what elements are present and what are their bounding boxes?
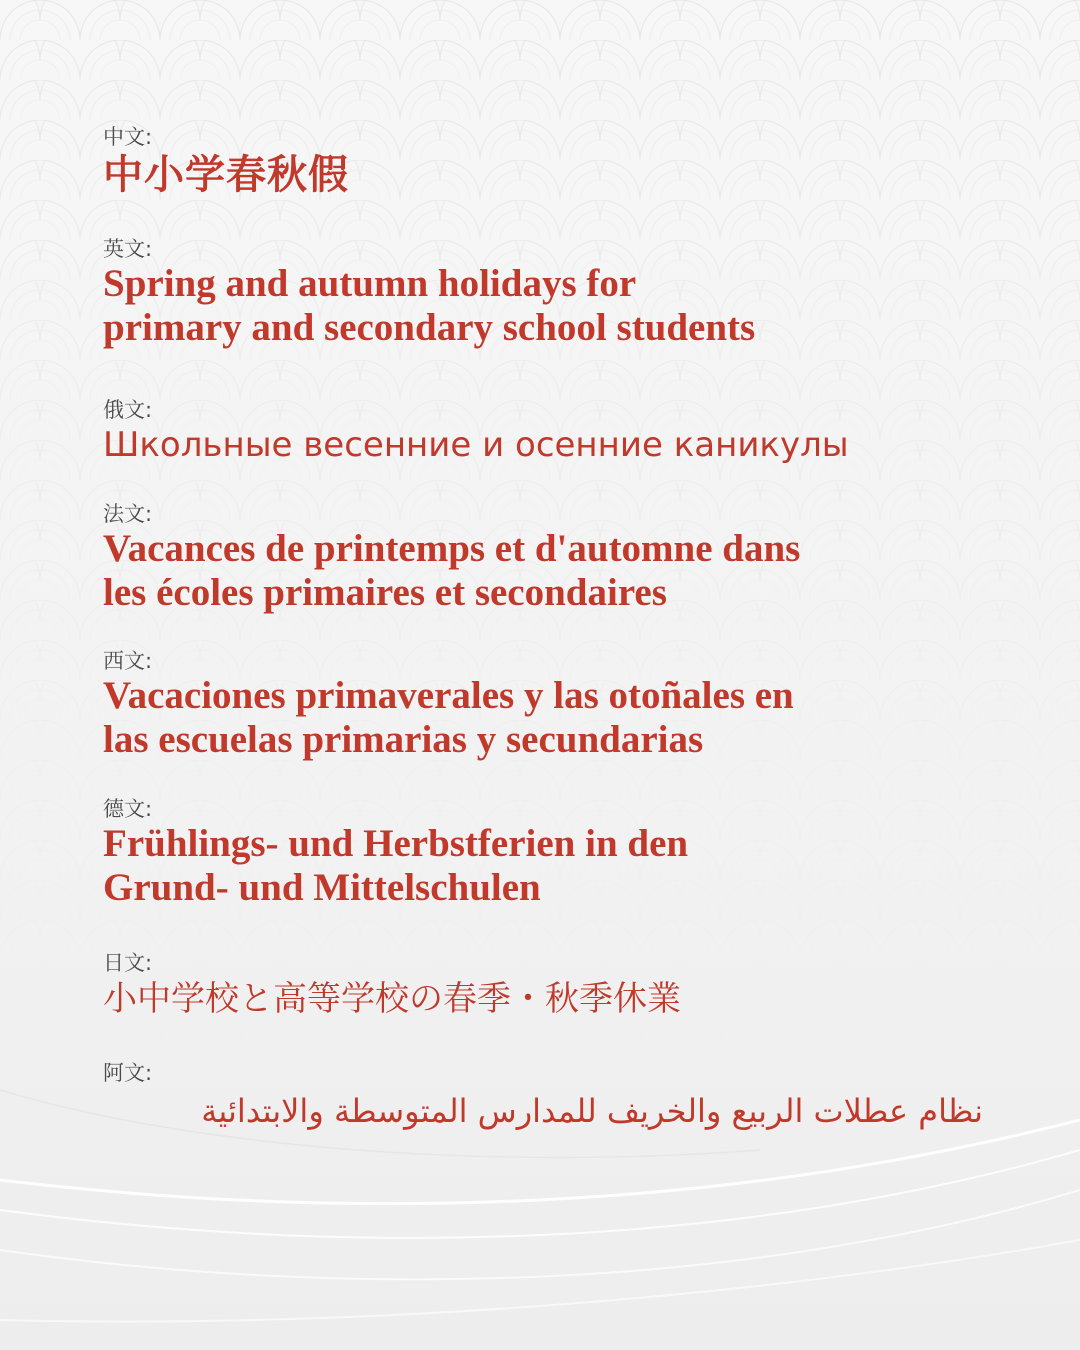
label-chinese: 中文: <box>103 125 153 149</box>
text-french: Vacances de printemps et d'automne dans les écoles primaires et secondaires <box>103 527 801 614</box>
label-japanese: 日文: <box>103 951 153 975</box>
label-english: 英文: <box>103 237 153 261</box>
text-japanese: 小中学校と高等学校の春季・秋季休業 <box>103 979 681 1019</box>
entry-chinese <box>103 124 1003 200</box>
entry-japanese <box>103 950 1003 1022</box>
label-french: 法文: <box>103 502 153 526</box>
label-arabic: 阿文: <box>103 1061 153 1085</box>
entry-arabic <box>103 1060 1003 1136</box>
entry-french <box>103 501 1003 615</box>
text-german: Frühlings- und Herbstferien in den Grund- und Mittelschulen <box>103 822 689 909</box>
entry-spanish <box>103 648 1003 762</box>
label-russian: 俄文: <box>103 398 153 422</box>
label-german: 德文: <box>103 797 153 821</box>
text-english: Spring and autumn holidays for primary and secondary school students <box>103 262 756 349</box>
label-spanish: 西文: <box>103 649 153 673</box>
text-arabic: نظام عطلات الربيع والخريف للمدارس المتوسطة والابتدائية <box>201 1092 983 1130</box>
entry-german <box>103 796 1003 910</box>
text-spanish: Vacaciones primaverales y las otoñales en las escuelas primarias y secundarias <box>103 674 794 761</box>
entry-english <box>103 236 1003 350</box>
text-chinese: 中小学春秋假 <box>103 152 349 198</box>
entry-russian <box>103 397 1003 467</box>
text-russian: Школьные весенние и осенние каникулы <box>103 425 849 465</box>
